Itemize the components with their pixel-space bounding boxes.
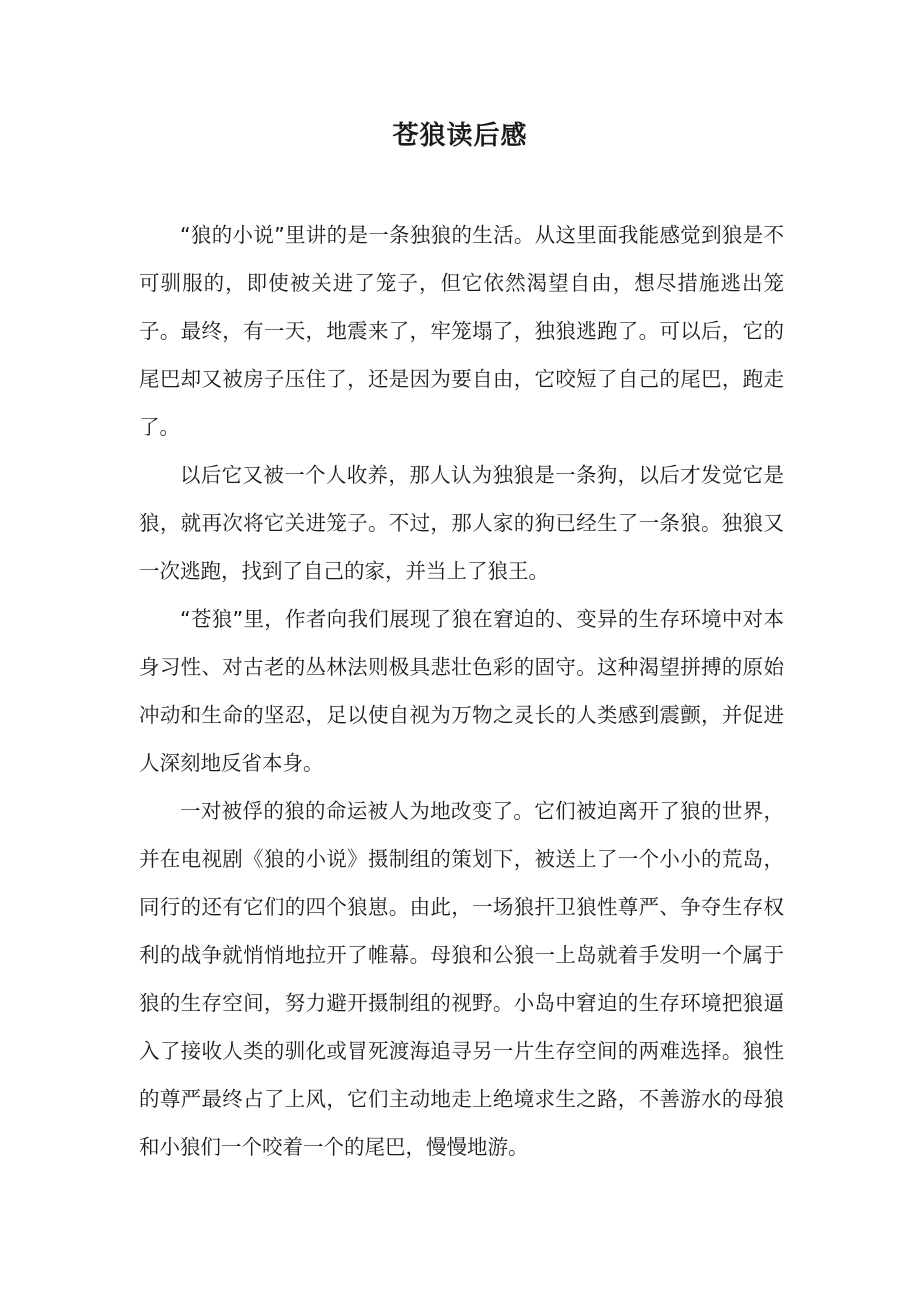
document-body: [139, 211, 784, 1171]
paragraph-1: “狼的小说”里讲的是一条独狼的生活。从这里面我能感觉到狼是不可驯服的，即使被关进了笼子，但它依然渴望自由，想尽措施逃出笼子。最终，有一天，地震来了，牢笼塌了，独狼逃跑了。可以后，它的尾巴却又被房子压住了，还是因为要自由，它咬短了自己的尾巴，跑走了。: [139, 223, 784, 439]
paragraph-4: 一对被俘的狼的命运被人为地改变了。它们被迫离开了狼的世界，并在电视剧《狼的小说》摄制组的策划下，被送上了一个小小的荒岛，同行的还有它们的四个狼崽。由此，一场狼扞卫狼性尊严、争夺生存权利的战争就悄悄地拉开了帷幕。母狼和公狼一上岛就着手发明一个属于狼的生存空间，努力避开摄制组的视野。小岛中窘迫的生存环境把狼逼入了接收人类的驯化或冒死渡海追寻另一片生存空间的两难选择。狼性的尊严最终占了上风，它们主动地走上绝境求生之路，不善游水的母狼和小狼们一个咬着一个的尾巴，慢慢地游。: [139, 799, 784, 1159]
document-title: 苍狼读后感: [392, 121, 528, 151]
paragraph-3: “苍狼”里，作者向我们展现了狼在窘迫的、变异的生存环境中对本身习性、对古老的丛林法则极具悲壮色彩的固守。这种渴望拼搏的原始冲动和生命的坚忍，足以使自视为万物之灵长的人类感到震颤，并促进人深刻地反省本身。: [139, 607, 784, 775]
paragraph-2: 以后它又被一个人收养，那人认为独狼是一条狗，以后才发觉它是狼，就再次将它关进笼子。不过，那人家的狗已经生了一条狼。独狼又一次逃跑，找到了自己的家，并当上了狼王。: [139, 463, 784, 583]
